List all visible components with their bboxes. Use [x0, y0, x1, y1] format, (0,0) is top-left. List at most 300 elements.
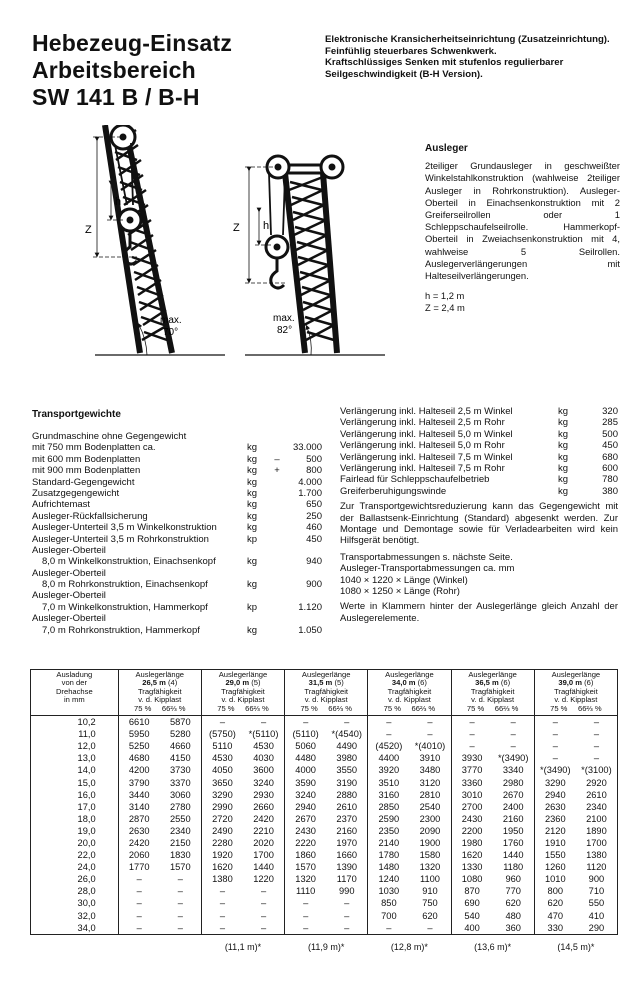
- capacity-cell: 290: [576, 922, 618, 935]
- capacity-cell: –: [326, 910, 368, 922]
- intro-line: Elektronische Kransicherheitseinrichtung (Zusatzeinrichtung).: [325, 34, 610, 45]
- capacity-cell: 480: [493, 910, 535, 922]
- capacity-cell: –: [469, 729, 475, 740]
- capacity-cell: 2430: [461, 813, 483, 824]
- transport-value: 500: [306, 453, 322, 465]
- capacity-cell: 4530: [212, 753, 233, 764]
- table-row: [31, 789, 618, 801]
- boom-length: 26,5 m: [142, 678, 166, 688]
- extension-unit: kg: [558, 428, 569, 440]
- transport-unit: kg: [247, 465, 258, 477]
- capacity-cell: 2670: [295, 813, 316, 824]
- capacity-cell: 1620: [461, 850, 483, 861]
- radius-cell: 12,0: [31, 740, 119, 752]
- transport-row: [32, 431, 322, 442]
- capacity-cell: 2420: [243, 813, 285, 825]
- capacity-cell: 620: [409, 910, 451, 922]
- capacity-cell: 690: [464, 898, 480, 909]
- radius-cell: 17,0: [31, 801, 119, 813]
- capacity-cell: 4400: [378, 753, 400, 764]
- capacity-cell: 1380: [212, 874, 233, 885]
- capacity-cell: *(5110): [243, 728, 285, 740]
- boom-length-header: Auslegerlänge 36,5 m (6) Tragfähigkeit v. d. Kipplast 75 % 66⅔ %: [451, 670, 534, 716]
- capacity-cell: 3730: [160, 764, 202, 776]
- radius-cell: 18,0: [31, 813, 119, 825]
- extension-label: Verlängerung inkl. Halteseil 2,5 m Winkel: [340, 406, 513, 417]
- capacity-cell: 2140: [378, 837, 400, 848]
- capacity-cell: –: [219, 717, 226, 728]
- transport-row: [32, 442, 322, 453]
- capacity-cell: 1970: [326, 837, 368, 849]
- capacity-cell: 410: [576, 910, 618, 922]
- transport-row: [32, 602, 322, 613]
- transport-row: [32, 568, 322, 579]
- transport-unit: kg: [247, 499, 258, 511]
- capacity-cell: –: [136, 898, 142, 909]
- capacity-cell: 1330: [461, 862, 483, 873]
- capacity-cell: 1180: [493, 861, 535, 873]
- capacity-cell: –: [243, 910, 285, 922]
- min-radius-note: (13,6 m)*: [474, 941, 512, 952]
- table-row: [31, 740, 618, 752]
- capacity-cell: –: [118, 922, 160, 935]
- capacity-cell: 620: [547, 898, 564, 909]
- boom-length-header: Auslegerlänge 29,0 m (5) Tragfähigkeit v. d. Kipplast 75 % 66⅔ %: [201, 670, 284, 716]
- capacity-cell: 620: [493, 897, 535, 909]
- capacity-cell: 1320: [409, 861, 451, 873]
- capacity-cell: 2930: [243, 789, 285, 801]
- capacity-cell: 2940: [544, 789, 566, 800]
- capacity-cell: 3290: [544, 777, 566, 788]
- transport-label: Ausleger-Oberteil: [32, 590, 106, 602]
- transport-label: mit 750 mm Bodenplatten ca.: [32, 442, 156, 454]
- capacity-cell: 3370: [160, 777, 202, 789]
- ausleger-h: h = 1,2 m: [425, 290, 465, 302]
- radius-cell: 32,0: [31, 910, 119, 922]
- capacity-cell: 2220: [295, 837, 316, 848]
- capacity-cell: 1480: [378, 862, 400, 873]
- capacity-cell: 1220: [243, 873, 285, 885]
- extension-unit: kg: [558, 440, 569, 452]
- capacity-cell: 3650: [212, 777, 233, 788]
- transport-unit: kg: [247, 476, 258, 488]
- capacity-cell: 3360: [461, 777, 483, 788]
- transport-row: [32, 545, 322, 556]
- capacity-cell: 960: [493, 873, 535, 885]
- extension-unit: kg: [558, 417, 569, 429]
- diagram-label-max: max.: [160, 315, 182, 326]
- transport-weights-list: [32, 431, 322, 636]
- capacity-cell: 2810: [409, 789, 451, 801]
- capacity-cell: *(4540): [326, 728, 368, 740]
- capacity-cell: 2880: [326, 789, 368, 801]
- extension-weights-list: [340, 406, 618, 497]
- transport-unit: kg: [247, 579, 258, 591]
- capacity-cell: 1950: [493, 825, 535, 837]
- capacity-cell: –: [469, 717, 475, 728]
- capacity-cell: 2490: [212, 825, 233, 836]
- transport-label: 8,0 m Rohrkonstruktion, Einachsenkopf: [42, 579, 208, 591]
- transport-row: [32, 522, 322, 533]
- capacity-cell: 2700: [461, 801, 483, 812]
- capacity-cell: 2340: [160, 825, 202, 837]
- title-line-3: SW 141 B / B-H: [32, 84, 200, 110]
- capacity-cell: 2990: [212, 801, 233, 812]
- capacity-cell: 5110: [212, 741, 233, 752]
- transport-unit: kg: [247, 442, 258, 454]
- intro-line: Feinfühlig steuerbares Schwenkwerk.: [325, 45, 497, 57]
- table-row: [31, 801, 618, 813]
- capacity-cell: 4530: [243, 740, 285, 752]
- diagram-label-max: max.: [273, 313, 295, 324]
- transport-label: 7,0 m Rohrkonstruktion, Hammerkopf: [42, 624, 200, 636]
- capacity-cell: 2430: [295, 825, 316, 836]
- capacity-cell: –: [243, 716, 285, 729]
- extension-value: 285: [602, 417, 618, 429]
- capacity-cell: 5060: [295, 741, 316, 752]
- capacity-cell: 1770: [128, 862, 150, 873]
- capacity-cell: –: [409, 728, 451, 740]
- capacity-cell: –: [219, 898, 226, 909]
- extension-value: 780: [602, 474, 618, 486]
- capacity-cell: 2870: [128, 813, 150, 824]
- capacity-cell: 3980: [326, 752, 368, 764]
- capacity-cell: –: [219, 910, 226, 921]
- extension-unit: kg: [558, 462, 569, 474]
- extension-row: [340, 406, 618, 417]
- capacity-cell: 3770: [461, 765, 483, 776]
- transport-row: [32, 477, 322, 488]
- capacity-cell: 2660: [243, 801, 285, 813]
- capacity-cell: 2160: [493, 813, 535, 825]
- diagram-label-z: Z: [233, 222, 240, 234]
- transport-row: [32, 534, 322, 545]
- transport-row: [32, 488, 322, 499]
- intro-line: Kraftschlüssiges Senken mit stufenlos regulierbarer Seilgeschwindigkeit (B-H Version).: [325, 57, 564, 80]
- ausleger-z: Z = 2,4 m: [425, 302, 465, 314]
- capacity-cell: 2550: [160, 813, 202, 825]
- radius-cell: 13,0: [31, 752, 119, 764]
- diagram-label-h: h: [115, 196, 122, 208]
- capacity-cell: 2120: [544, 825, 566, 836]
- extension-row: [340, 486, 618, 497]
- extension-row: [340, 474, 618, 485]
- capacity-cell: 2340: [576, 801, 618, 813]
- capacity-cell: 2610: [326, 801, 368, 813]
- boom-diagram: [85, 125, 420, 365]
- extension-label: Verlängerung inkl. Halteseil 5,0 m Rohr: [340, 440, 505, 452]
- capacity-cell: –: [160, 910, 202, 922]
- capacity-cell: 3240: [295, 789, 316, 800]
- capacity-cell: 1700: [576, 837, 618, 849]
- capacity-cell: 2020: [243, 837, 285, 849]
- min-radius-note: (11,1 m)*: [224, 941, 262, 952]
- ausleger-text: 2teiliger Grundausleger in geschweißter Winkelstahlkonstruktion (wahlweise 2teiliger Ausleger in Rohrkonstruktion). Ausleger-Oberteil in Einachsenkonstruktion mit 2 Greiferseilrollen oder 1 Schleppschaufelseilrolle. Hammerkopf-Oberteil in Zweiachsenkonstruktion mit 4, wahlweise 5 Seilrollen. Auslegerverlängerungen mit Halteseilverlängerungen.: [425, 160, 620, 282]
- capacity-cell: –: [326, 922, 368, 935]
- capacity-cell: (4520): [375, 741, 403, 752]
- transport-row: [32, 465, 322, 476]
- capacity-cell: 1900: [409, 837, 451, 849]
- extension-unit: kg: [558, 451, 569, 463]
- capacity-cell: –: [243, 885, 285, 897]
- extension-value: 600: [602, 462, 618, 474]
- capacity-cell: –: [552, 753, 558, 764]
- capacity-cell: 850: [381, 898, 397, 909]
- capacity-cell: 5250: [128, 741, 150, 752]
- radius-cell: 16,0: [31, 789, 119, 801]
- capacity-cell: (5110): [292, 729, 319, 740]
- capacity-cell: 3120: [409, 777, 451, 789]
- transport-value: 33.000: [292, 442, 322, 454]
- capacity-cell: 360: [493, 922, 535, 935]
- capacity-cell: 910: [409, 885, 451, 897]
- capacity-cell: 330: [534, 922, 576, 935]
- intro-features: [325, 34, 617, 80]
- capacity-cell: 2280: [212, 837, 233, 848]
- capacity-cell: 3550: [326, 764, 368, 776]
- ausleger-section: [425, 143, 620, 315]
- transport-label: Grundmaschine ohne Gegengewicht: [32, 431, 187, 442]
- transport-value: 940: [306, 556, 322, 568]
- extension-row: [340, 417, 618, 428]
- extension-label: Verlängerung inkl. Halteseil 7,5 m Winkel: [340, 451, 513, 463]
- boom-length: 34,0 m: [391, 678, 416, 688]
- capacity-cell: 3790: [128, 777, 150, 788]
- table-row: [31, 910, 618, 922]
- capacity-cell: 2150: [160, 837, 202, 849]
- capacity-cell: 470: [547, 910, 564, 921]
- transport-row: [32, 499, 322, 510]
- capacity-cell: 5870: [160, 716, 202, 729]
- table-row: [31, 764, 618, 776]
- capacity-cell: 1760: [493, 837, 535, 849]
- capacity-cell: –: [576, 752, 618, 764]
- ausleger-heading: Ausleger: [425, 143, 468, 154]
- transport-unit: kp: [247, 533, 258, 545]
- transport-value: 450: [306, 533, 322, 545]
- capacity-cell: –: [386, 729, 392, 740]
- transport-sign: +: [274, 465, 280, 477]
- diagram-angle-82: 82°: [277, 325, 293, 336]
- capacity-cell: 3140: [128, 801, 150, 812]
- capacity-cell: *(4010): [409, 740, 451, 752]
- capacity-cell: 1260: [544, 862, 566, 873]
- capacity-cell: –: [303, 898, 309, 909]
- table-row: [31, 752, 618, 764]
- capacity-cell: *(3100): [576, 764, 618, 776]
- extensions-section: [340, 406, 618, 624]
- capacity-cell: 1440: [243, 861, 285, 873]
- capacity-cell: 2160: [326, 825, 368, 837]
- transport-value: 460: [306, 522, 322, 534]
- capacity-cell: *(3490): [493, 752, 535, 764]
- boom-length: 31,5 m: [308, 678, 333, 688]
- transport-label: mit 600 mm Bodenplatten: [32, 453, 141, 465]
- capacity-cell: 750: [409, 897, 451, 909]
- radius-cell: 20,0: [31, 837, 119, 849]
- capacity-cell: 1120: [576, 861, 618, 873]
- capacity-cell: 1830: [160, 849, 202, 861]
- transport-label: Aufrichtemast: [32, 499, 91, 511]
- transport-value: 650: [306, 499, 322, 511]
- capacity-cell: 1170: [326, 873, 368, 885]
- boom-length-header: Auslegerlänge 34,0 m (6) Tragfähigkeit v. d. Kipplast 75 % 66⅔ %: [368, 670, 451, 716]
- capacity-cell: 2630: [544, 801, 566, 812]
- capacity-cell: 3060: [160, 789, 202, 801]
- capacity-cell: 1110: [295, 886, 316, 897]
- transport-unit: kg: [247, 556, 258, 568]
- dims-line: 1040 × 1220 × Länge (Winkel): [340, 574, 468, 586]
- extension-value: 320: [602, 406, 618, 417]
- table-row: [31, 861, 618, 873]
- capacity-cell: 1390: [326, 861, 368, 873]
- capacity-cell: 2360: [544, 813, 566, 824]
- capacity-cell: –: [160, 873, 202, 885]
- capacity-cell: –: [201, 922, 243, 935]
- capacity-cell: –: [136, 886, 142, 897]
- document-title: [32, 30, 232, 111]
- capacity-cell: –: [243, 897, 285, 909]
- boom-length-header: Auslegerlänge 39,0 m (6) Tragfähigkeit v. d. Kipplast 75 % 66⅔ %: [534, 670, 617, 716]
- footer-spacer: [31, 934, 119, 959]
- capacity-cell: 1100: [409, 873, 451, 885]
- dims-line: 1080 × 1250 × Länge (Rohr): [340, 585, 460, 597]
- capacity-cell: 5280: [160, 728, 202, 740]
- radius-cell: 24,0: [31, 861, 119, 873]
- capacity-cell: 710: [576, 885, 618, 897]
- capacity-cell: 700: [381, 910, 397, 921]
- radius-cell: 14,0: [31, 764, 119, 776]
- capacity-cell: 1010: [544, 874, 566, 885]
- transport-row: [32, 579, 322, 590]
- table-row: [31, 813, 618, 825]
- boom-length: 29,0 m: [225, 678, 250, 688]
- extension-row: [340, 463, 618, 474]
- capacity-cell: 2300: [409, 813, 451, 825]
- capacity-cell: –: [303, 910, 309, 921]
- capacity-cell: 1780: [378, 850, 400, 861]
- capacity-cell: 5950: [128, 729, 150, 740]
- capacity-cell: 400: [451, 922, 493, 935]
- capacity-cell: –: [243, 922, 285, 935]
- transport-label: 7,0 m Winkelkonstruktion, Hammerkopf: [42, 601, 208, 613]
- capacity-cell: 4030: [243, 752, 285, 764]
- capacity-cell: 6610: [128, 717, 150, 728]
- extension-unit: kg: [558, 474, 569, 486]
- transport-row: [32, 613, 322, 624]
- capacity-cell: 550: [576, 897, 618, 909]
- capacity-cell: 4000: [295, 765, 316, 776]
- transport-row: [32, 556, 322, 567]
- radius-cell: 22,0: [31, 849, 119, 861]
- extension-value: 680: [602, 451, 618, 463]
- extension-label: Verlängerung inkl. Halteseil 2,5 m Rohr: [340, 417, 505, 429]
- transport-row: [32, 454, 322, 465]
- capacity-cell: 1860: [295, 850, 316, 861]
- radius-cell: 26,0: [31, 873, 119, 885]
- capacity-cell: 1700: [243, 849, 285, 861]
- capacity-cell: 3190: [326, 777, 368, 789]
- transport-label: Standard-Gegengewicht: [32, 476, 135, 488]
- table-row: [31, 873, 618, 885]
- table-row: [31, 849, 618, 861]
- capacity-cell: 1550: [544, 850, 566, 861]
- radius-header: Ausladung von der Drehachse in mm: [31, 670, 119, 716]
- capacity-cell: 2980: [493, 777, 535, 789]
- ballast-note: Zur Transportgewichtsreduzierung kann das Gegengewicht mit der Ballastsenk-Einrichtung (Standard) abgesenkt werden. Zur Montage und Demontage sowie für Verladearbeiten wird kein Hilfsgerät benötigt.: [340, 501, 618, 547]
- capacity-cell: 1910: [544, 837, 566, 848]
- capacity-cell: 4480: [295, 753, 316, 764]
- capacity-cell: –: [552, 741, 558, 752]
- capacity-cell: 3920: [378, 765, 400, 776]
- capacity-cell: –: [160, 897, 202, 909]
- transport-value: 1.120: [298, 601, 322, 613]
- capacity-cell: 3290: [212, 789, 233, 800]
- capacity-cell: 1920: [212, 850, 233, 861]
- capacity-cell: 870: [464, 886, 480, 897]
- capacity-cell: –: [409, 922, 451, 935]
- capacity-cell: –: [136, 874, 142, 885]
- capacity-cell: 4490: [326, 740, 368, 752]
- capacity-cell: –: [326, 716, 368, 729]
- capacity-cell: 1030: [378, 886, 400, 897]
- capacity-cell: 990: [326, 885, 368, 897]
- radius-cell: 10,2: [31, 716, 119, 729]
- capacity-cell: 2370: [326, 813, 368, 825]
- extension-label: Verlängerung inkl. Halteseil 5,0 m Winkel: [340, 428, 513, 440]
- load-capacity-table: [30, 669, 618, 959]
- capacity-cell: 2610: [576, 789, 618, 801]
- table-row: [31, 922, 618, 935]
- capacity-cell: 2780: [160, 801, 202, 813]
- capacity-cell: 2630: [128, 825, 150, 836]
- capacity-cell: –: [576, 740, 618, 752]
- capacity-cell: 1980: [461, 837, 483, 848]
- capacity-cell: 3590: [295, 777, 316, 788]
- min-radius-note: (11,9 m)*: [308, 941, 345, 952]
- capacity-cell: 2100: [576, 813, 618, 825]
- capacity-cell: 1620: [212, 862, 233, 873]
- capacity-cell: 2850: [378, 801, 400, 812]
- transport-label: 8,0 m Winkelkonstruktion, Einachsenkopf: [42, 556, 216, 568]
- transport-label: Ausleger-Unterteil 3,5 m Rohrkonstruktion: [32, 533, 209, 545]
- capacity-cell: 2590: [378, 813, 400, 824]
- extension-label: Verlängerung inkl. Halteseil 7,5 m Rohr: [340, 462, 505, 474]
- extension-row: [340, 452, 618, 463]
- capacity-cell: –: [368, 922, 410, 935]
- transport-label: Ausleger-Oberteil: [32, 567, 106, 579]
- capacity-cell: 1660: [326, 849, 368, 861]
- capacity-cell: 2720: [212, 813, 233, 824]
- capacity-cell: 2940: [295, 801, 316, 812]
- capacity-cell: 3340: [493, 764, 535, 776]
- footer-spacer: [118, 934, 201, 959]
- capacity-cell: 900: [576, 873, 618, 885]
- capacity-cell: 2350: [378, 825, 400, 836]
- capacity-cell: 2210: [243, 825, 285, 837]
- title-line-2: Arbeitsbereich: [32, 57, 196, 83]
- diagram-angle-70: 70°: [163, 327, 179, 338]
- transport-sign: –: [274, 453, 280, 465]
- capacity-cell: 1890: [576, 825, 618, 837]
- capacity-cell: 3510: [378, 777, 400, 788]
- min-radius-note: (14,5 m)*: [557, 941, 595, 952]
- extension-label: Fairlead für Schleppschaufelbetrieb: [340, 474, 490, 486]
- boom-length: 36,5 m: [475, 678, 499, 688]
- capacity-cell: –: [493, 728, 535, 740]
- capacity-cell: 2400: [493, 801, 535, 813]
- capacity-cell: 4050: [212, 765, 233, 776]
